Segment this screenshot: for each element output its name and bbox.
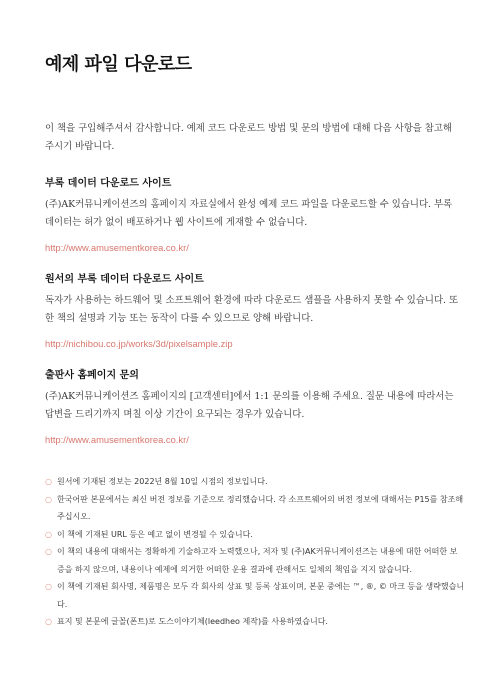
circle-bullet-icon: ○ <box>45 494 52 504</box>
section-body: (주)AK커뮤니케이션즈 홈페이지의 [고객센터]에서 1:1 문의를 이용해 주세요. 질문 내용에 따라서는 답변을 드리기까지 며칠 이상 기간이 요구되는 경우가 있습니다. <box>45 391 454 420</box>
list-item: ○ 이 책에 기재된 URL 등은 예고 없이 변경될 수 있습니다. <box>45 526 465 544</box>
section-heading: 출판사 홈페이지 문의 <box>45 370 139 381</box>
original-download-link[interactable]: http://nichibou.co.jp/works/3d/pixelsample.zip <box>45 338 233 349</box>
circle-bullet-icon: ○ <box>45 477 52 486</box>
section-heading: 원서의 부록 데이터 다운로드 사이트 <box>45 274 204 285</box>
section-appendix-download <box>45 177 465 255</box>
list-item: ○ 이 책의 내용에 대해서는 정확하게 기술하고자 노력했으나, 저자 및 (주)AK커뮤니케이션즈는 내용에 대한 어떠한 보증을 하지 않으며, 내용이나 예제에 의거한 어떠한 운용 결과에 관해서도 일체의 책임을 지지 않습니다. <box>45 543 465 578</box>
list-item: ○ 원서에 기재된 정보는 2022년 8월 10일 시점의 정보입니다. <box>45 473 465 491</box>
page-title: 예제 파일 다운로드 <box>45 54 192 75</box>
section-body: 독자가 사용하는 하드웨어 및 소프트웨어 환경에 따라 다운로드 샘플을 사용하지 못할 수 있습니다. 또한 책의 설명과 기능 또는 동작이 다를 수 있으므로 양해 바랍니다. <box>45 295 459 324</box>
section-original-download <box>45 273 465 351</box>
notes-list <box>45 473 465 631</box>
list-item: ○ 이 책에 기재된 회사명, 제품명은 모두 각 회사의 상표 및 등록 상표이며, 본문 중에는 ™, ®, © 마크 등을 생략했습니다. <box>45 578 465 613</box>
circle-bullet-icon: ○ <box>45 529 52 539</box>
circle-bullet-icon: ○ <box>45 582 52 591</box>
list-item: ○ 한국어판 본문에서는 최신 버전 정보를 기준으로 정리했습니다. 각 소프트웨어의 버전 정보에 대해서는 P15를 참조해주십시오. <box>45 491 465 526</box>
list-item: ○ 표지 및 본문에 글꼴(폰트)로 도스이야기체(leedheo 제작)를 사용하였습니다. <box>45 613 465 631</box>
section-publisher-inquiry <box>45 369 465 447</box>
intro-paragraph: 이 책을 구입해주셔서 감사합니다. 예제 코드 다운로드 방법 및 문의 방법에 대해 다음 사항을 참고해주시기 바랍니다. <box>45 123 452 152</box>
section-body: (주)AK커뮤니케이션즈의 홈페이지 자료실에서 완성 예제 코드 파일을 다운로드할 수 있습니다. 부록 데이터는 허가 없이 배포하거나 웹 사이트에 게재할 수 없습니다. <box>45 199 453 228</box>
circle-bullet-icon: ○ <box>45 617 52 626</box>
circle-bullet-icon: ○ <box>45 547 52 556</box>
section-heading: 부록 데이터 다운로드 사이트 <box>45 178 172 189</box>
publisher-homepage-link[interactable]: http://www.amusementkorea.co.kr/ <box>45 434 189 445</box>
appendix-download-link[interactable]: http://www.amusementkorea.co.kr/ <box>45 242 189 253</box>
